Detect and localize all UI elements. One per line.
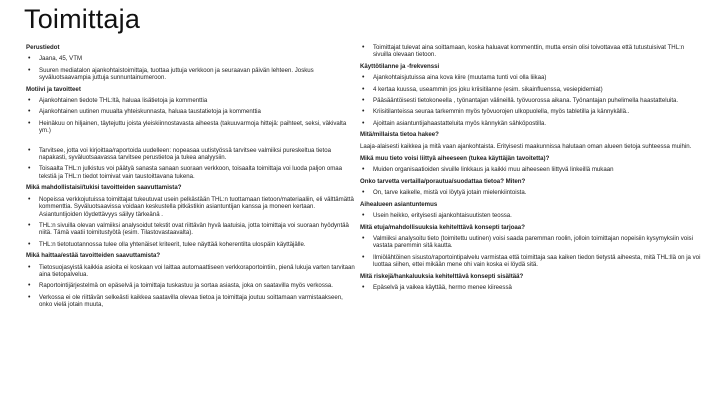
bullet-item: • Muiden organisaatioiden sivuille linkkaus ja kaikki muu aiheeseen liittyvä linkeillä mukaan: [360, 166, 702, 173]
spacer: [26, 139, 356, 147]
bullet-item: • Raportointijärjestelmä on epäselvä ja toimittaja tuskastuu ja sortaa asiasta, joka on saatavilla myös verkossa.: [26, 282, 356, 289]
bullet-item: • Nopeissa verkkojutuissa toimittajat tukeutuvat usein pelkästään THL:n tuottamaan tietoon/materiaaliin, eli välttämättä kommenttia. Syväluotsaavissa voidaan keskustella pitkästikin asiantuntijan kanssa ja moneen kertaan. Asiantuntijoiden löydettävyys säilyy tärkeänä .: [26, 196, 356, 218]
bullet-item: • Jaana, 45, VTM: [26, 55, 356, 62]
bullet-item: • Valmiiksi analysoitu tieto (toimitettu uutinen) voisi saada paremman roolin, jolloin toimittajan nopeisiin kysymyksiin voisi vastata paremmin sitä kautta.: [360, 235, 702, 250]
bullet-item: • Ajankohtainen tiedote THL:ltä, haluaa lisätietoja ja kommenttia: [26, 97, 356, 104]
bullet-item: • Toimittajat tulevat aina soittamaan, koska haluavat kommenttin, mutta ensin olisi toivottavaa että tutustuisivat THL:n sivuilla olevaan tietoon.: [360, 44, 702, 59]
bullet-list: [26, 196, 356, 248]
bullet-item: • Tietosuojasyistä kaikkia asioita ei koskaan voi laittaa automaattiseen verkkoraportointiin, pienä lukuja varten tarvitaan aina tietopalvelua.: [26, 264, 356, 279]
bullet-item: • Usein heikko, erityisesti ajankohtaisuutisten teossa.: [360, 212, 702, 219]
bullet-item: • THL:n tietotuotannossa tulee olla yhtenäiset kriteerit, tulee näyttää koherentilta ulospäin käyttäjälle.: [26, 241, 356, 248]
section-heading: Mikä muu tieto voisi liittyä aiheeseen (tukea käyttäjän tavoitetta)?: [360, 155, 550, 163]
bullet-item: • Toisaalta THL:n julkistus voi päätyä sanasta sanaan suoraan verkkoon, toisaalta toimittaja voi luoda paljon omaa tekstiä ja THL:n tiedot toimivat vain taustoittavana tukena.: [26, 165, 356, 180]
section-heading: Mikä haittaa/estää tavoitteiden saavuttamista?: [26, 252, 161, 260]
bullet-item: • Kriisitilanteissa seuraa tarkemmin myös työvuorojen ulkopuolella, myös tabletilla ja kännykällä..: [360, 108, 702, 115]
section-heading: Mikä mahdollistaisi/tukisi tavoitteiden saavuttamista?: [26, 184, 182, 192]
bullet-item: • Ajankohtainen uutinen muualta yhteiskunnasta, haluaa taustatietoja ja kommenttia: [26, 108, 356, 115]
bullet-item: • Suuren mediatalon ajankohtaistoimittaja, tuottaa juttuja verkkoon ja seuraavan päivän lehteen. Joskus syväluotsaavampia juttuja sunnuntainumeroon.: [26, 67, 356, 82]
bullet-list: [26, 97, 356, 135]
bullet-item: • 4 kertaa kuussa, useammin jos joku kriisitilanne (esim. sikainfluenssa, vesiepidemiat): [360, 86, 702, 93]
section-heading: Onko tarvetta vertailla/porautua/suodattaa tietoa? Miten?: [360, 177, 526, 185]
bullet-item: • Ilmiölähtöinen sisusto/raportointipalvelu varmistaa että toimittaja saa kaiken tiedon tietystä aiheesta, mitä THL:llä on ja voi luottaa siihen, ettei mikään mene ohi vain koska ei löydä sitä.: [360, 254, 702, 269]
bullet-list: [360, 74, 702, 127]
bullet-item: • Ajoittain asiantuntijahaastatteluita myös kännykän sähköpostilla.: [360, 120, 702, 127]
section-heading: Perustiedot: [26, 44, 60, 51]
bullet-item: • Heinäkuu on hiljainen, täytejuttu joista yleiskiinnostavasta aiheesta (takuuvarmoja hittejä: paihteet, seksi, väkivalta ym.): [26, 120, 356, 135]
section-heading: Motiivi ja tavoitteet: [26, 85, 81, 93]
bullet-item: • On, tarve kaikelle, mistä voi löytyä jotain mielenkiintoista.: [360, 189, 702, 196]
bullet-list: [360, 166, 702, 173]
bullet-list: [26, 147, 356, 181]
bullet-item: • THL:n sivuilla olevan valmiiksi analysoidut tekstit ovat riittävän hyvä laatuisia, jotta toimittaja voi suoraan hyödyntää niitä. Tämä vaatii toimitustyötä (esim. Tilastovastaavalta).: [26, 222, 356, 237]
section-heading: Mitä riskejä/hankaluuksia kehitelttävä konsepti sisältää?: [360, 272, 524, 280]
section-heading: Mitä/millaista tietoa hakee?: [360, 131, 439, 139]
bullet-list: [26, 264, 356, 309]
paragraph: Laaja-alaisesti kaikkea ja mitä vaan ajankohtaista. Erityisesti maakunnissa halutaan oman alueen tietoja suhteessa muihin.: [360, 142, 692, 150]
section-heading: Käyttötilanne ja -frekvenssi: [360, 62, 440, 70]
section-heading: Mitä etuja/mahdollisuuksia kehitelttävä konsepti tarjoaa?: [360, 223, 525, 231]
bullet-item: • Tarvitsee, jotta voi kirjoittaa/raportoida uudelleen: nopeasaa uutistyössä tarvitsee valmiiksi pureskeltua tietoa napakasti, syväluotsaavassa tarvitsee perustietoa ja tukea analyysiin.: [26, 147, 356, 162]
bullet-list: [360, 284, 702, 291]
bullet-item: • Ajankohtaisjutuissa aina kova kiire (muutama tunti voi olla liikaa): [360, 74, 702, 81]
bullet-list: [360, 212, 702, 219]
bullet-list: [360, 44, 702, 59]
bullet-list: [360, 235, 702, 269]
bullet-list: [360, 189, 702, 196]
bullet-item: • Pääsääntöisesti tietokoneella , työnantajan välineillä. työvuorossa aikana. Työnantajan puhelimella haastatteluita.: [360, 97, 702, 104]
right-column: [360, 44, 702, 295]
section-heading: Aihealueen asiantuntemus: [360, 200, 438, 208]
bullet-item: • Verkossa ei ole riittävän selkeästi kaikkea saatavilla olevaa tietoa ja toimittaja joutuu soittamaan varmistaakseen, onko vielä jotain muuta,: [26, 294, 356, 309]
slide-title: Toimittaja: [24, 4, 141, 34]
bullet-item: • Epäselvä ja vaikea käyttää, hermo menee kiireessä: [360, 284, 702, 291]
left-column: [26, 44, 356, 313]
bullet-list: [26, 55, 356, 81]
